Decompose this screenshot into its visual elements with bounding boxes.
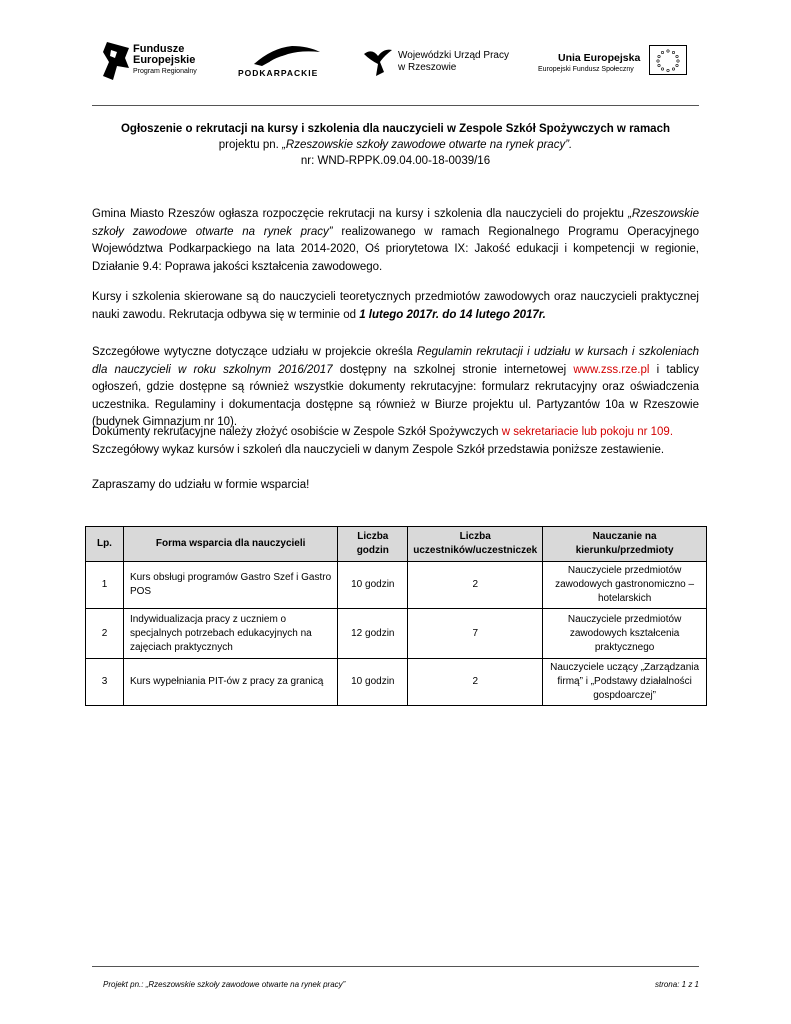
p4-line2: Szczegółowy wykaz kursów i szkoleń dla nauczycieli w danym Zespole Szkół przedstawia poniższe zestawienie. (92, 443, 665, 456)
recruitment-dates: 1 lutego 2017r. do 14 lutego 2017r. (359, 308, 546, 321)
ue-line1: Unia Europejska (558, 52, 641, 64)
project-number: nr: WND-RPPK.09.04.00-18-0039/16 (300, 155, 491, 167)
header-form: Forma wsparcia dla nauczycieli (123, 527, 337, 562)
wup-logo (362, 44, 512, 80)
table-row (86, 562, 707, 609)
p3-a: Szczegółowe wytyczne dotyczące udziału w projekcie określa (92, 346, 417, 358)
cell-form: Kurs wypełniania PIT-ów z pracy za granicą (123, 659, 337, 706)
podkarpackie-text: PODKARPACKIE (238, 68, 319, 78)
page-title: Ogłoszenie o rekrutacji na kursy i szkolenia dla nauczycieli w Zespole Szkół Spożywczych w ramach (120, 123, 670, 135)
cell-subjects: Nauczyciele uczący „Zarządzania firmą” i „Podstawy działalności gospdoarczej” (543, 659, 707, 706)
project-name: „Rzeszowskie szkoły zawodowe otwarte na rynek pracy”. (282, 139, 573, 151)
cell-hours: 10 godzin (338, 659, 408, 706)
unia-europejska-logo (538, 44, 688, 80)
cell-lp: 3 (86, 659, 124, 706)
eu-flag-icon (649, 45, 687, 75)
p4-a: Dokumenty rekrutacyjne należy złożyć osobiście w Zespole Szkół Spożywczych (92, 426, 502, 438)
cell-participants: 7 (408, 609, 543, 659)
project-prefix: projektu pn. (218, 139, 283, 151)
cell-participants: 2 (408, 659, 543, 706)
table-row (86, 609, 707, 659)
cell-lp: 2 (86, 609, 124, 659)
regulation-title: Regulamin rekrutacji i udziału w kursach i szkoleniach dla nauczycieli w roku szkolnym 2016/2017 (92, 346, 699, 376)
table-row (86, 659, 707, 706)
header-divider (92, 105, 699, 106)
header-lp: Lp. (86, 527, 124, 562)
cell-form: Kurs obsługi programów Gastro Szef i Gastro POS (123, 562, 337, 609)
school-website-link[interactable]: www.zss.rze.pl (573, 363, 650, 376)
fe-line3: Program Regionalny (133, 68, 197, 75)
p3-d: i tablicy ogłoszeń, gdzie dostępne są również wszystkie dokumenty rekrutacyjne: formularz rekrutacyjny oraz oświadczenia uczestnika. Regulaminy i dokumentacja dostępne są również w Biurze projektu ul. Partyzantów 10a w Rzeszowie (budynek Gimnazjum nr 10). (92, 363, 699, 428)
header-participants: Liczba uczestników/uczestniczek (408, 527, 543, 562)
header-subjects: Nauczanie na kierunku/przedmioty (543, 527, 707, 562)
wup-line1: Wojewódzki Urząd Pracy (398, 50, 509, 61)
project-line (92, 137, 699, 153)
cell-form: Indywidualizacja pracy z uczniem o specjalnych potrzebach edukacyjnych na zajęciach praktycznych (123, 609, 337, 659)
footer-divider (92, 966, 699, 967)
p3-c: dostępny na szkolnej stronie internetowej (332, 363, 574, 376)
footer-project: Projekt pn.: „Rzeszowskie szkoły zawodowe otwarte na rynek pracy” (103, 980, 346, 989)
paragraph-invite: Zapraszamy do udziału w formie wsparcia! (92, 479, 310, 491)
paragraph-target (92, 289, 699, 324)
paragraph-intro (92, 206, 699, 276)
table-header-row (86, 527, 707, 562)
ue-line2: Europejski Fundusz Społeczny (538, 66, 634, 73)
fe-star-icon (103, 42, 129, 80)
courses-table (85, 526, 707, 706)
podkarpackie-logo (236, 44, 332, 80)
cell-hours: 12 godzin (338, 609, 408, 659)
footer-page: strona: 1 z 1 (654, 980, 699, 989)
wup-line2: w Rzeszowie (398, 62, 457, 73)
paragraph-documents (92, 424, 699, 459)
cell-participants: 2 (408, 562, 543, 609)
cell-subjects: Nauczyciele przedmiotów zawodowych gastronomiczno – hotelarskich (543, 562, 707, 609)
paragraph-rules (92, 344, 699, 432)
p1-c: realizowanego w ramach Regionalnego Programu Operacyjnego Województwa Podkarpackiego na lata 2014-2020, Oś priorytetowa IX: Jakość edukacji i kompetencji w regionie, Działanie 9.4: Poprawa jakości kształcenia zawodowego. (92, 225, 699, 273)
submission-location: w sekretariacie lub pokoju nr 109. (501, 426, 674, 438)
header-hours: Liczba godzin (338, 527, 408, 562)
wup-bird-icon (362, 46, 394, 78)
p1-a: Gmina Miasto Rzeszów ogłasza rozpoczęcie rekrutacji na kursy i szkolenia dla nauczycieli do projektu (92, 208, 629, 220)
p2-a: Kursy i szkolenia skierowane są do nauczycieli teoretycznych przedmiotów zawodowych oraz nauczycieli praktycznej nauki zawodu. Rekrutacja odbywa się w terminie od (92, 291, 699, 321)
podkarpackie-mountain-icon (252, 44, 322, 66)
cell-subjects: Nauczyciele przedmiotów zawodowych kształcenia praktycznego (543, 609, 707, 659)
fe-line1: Fundusze (133, 43, 185, 55)
fe-line2: Europejskie (133, 54, 196, 66)
cell-lp: 1 (86, 562, 124, 609)
p1-project: „Rzeszowskie szkoły zawodowe otwarte na rynek pracy” (92, 208, 699, 238)
fundusze-europejskie-logo (103, 40, 213, 82)
cell-hours: 10 godzin (338, 562, 408, 609)
